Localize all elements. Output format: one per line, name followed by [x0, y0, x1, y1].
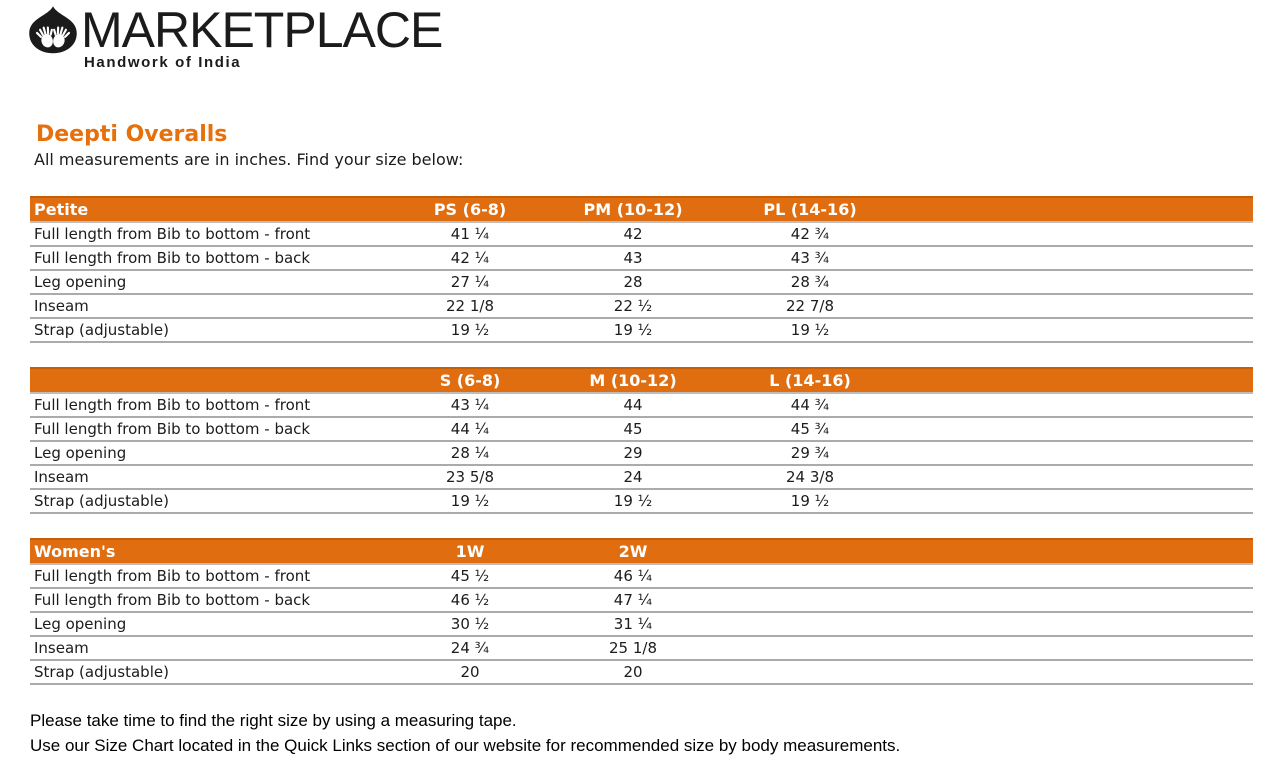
size-table-womens: [30, 538, 1253, 685]
measurement-label: Strap (adjustable): [30, 660, 380, 684]
size-value: 47 ¼: [560, 588, 706, 612]
size-value: 28 ¾: [706, 270, 914, 294]
size-value: 42 ¾: [706, 222, 914, 246]
size-value: 42 ¼: [380, 246, 560, 270]
table-row: [30, 636, 1253, 660]
size-value: 43: [560, 246, 706, 270]
size-column-header: 1W: [380, 539, 560, 564]
table-row: [30, 222, 1253, 246]
table-row: [30, 417, 1253, 441]
size-value: 44 ¼: [380, 417, 560, 441]
row-filler: [914, 246, 1253, 270]
row-filler: [914, 318, 1253, 342]
size-value: 19 ½: [706, 318, 914, 342]
size-column-header: PL (14-16): [706, 197, 914, 222]
size-table-petite: [30, 196, 1253, 343]
size-value: 24: [560, 465, 706, 489]
size-value: [706, 660, 914, 684]
table-row: [30, 612, 1253, 636]
measurement-label: Full length from Bib to bottom - back: [30, 417, 380, 441]
size-value: 29: [560, 441, 706, 465]
header-filler: [914, 197, 1253, 222]
row-filler: [914, 564, 1253, 588]
brand-tagline: Handwork of India: [84, 54, 242, 71]
measurement-label: Inseam: [30, 636, 380, 660]
row-filler: [914, 294, 1253, 318]
size-value: 45: [560, 417, 706, 441]
measurement-label: Full length from Bib to bottom - front: [30, 564, 380, 588]
row-filler: [914, 222, 1253, 246]
size-value: 22 7/8: [706, 294, 914, 318]
size-value: 19 ½: [560, 489, 706, 513]
row-filler: [914, 441, 1253, 465]
size-value: 24 ¾: [380, 636, 560, 660]
table-group-title: [30, 368, 380, 393]
size-value: 19 ½: [380, 489, 560, 513]
size-column-header: [706, 539, 914, 564]
table-row: [30, 294, 1253, 318]
measurement-label: Full length from Bib to bottom - back: [30, 246, 380, 270]
size-value: 43 ¾: [706, 246, 914, 270]
table-header-row: [30, 197, 1253, 222]
size-value: 20: [560, 660, 706, 684]
size-value: 23 5/8: [380, 465, 560, 489]
size-value: 19 ½: [706, 489, 914, 513]
measurement-label: Inseam: [30, 465, 380, 489]
size-value: 45 ¾: [706, 417, 914, 441]
table-header-row: [30, 368, 1253, 393]
size-value: 22 ½: [560, 294, 706, 318]
row-filler: [914, 489, 1253, 513]
size-value: 42: [560, 222, 706, 246]
header-filler: [914, 539, 1253, 564]
size-value: [706, 588, 914, 612]
size-chart-content: [0, 122, 1280, 757]
size-value: 44 ¾: [706, 393, 914, 417]
row-filler: [914, 588, 1253, 612]
row-filler: [914, 636, 1253, 660]
measurement-label: Full length from Bib to bottom - back: [30, 588, 380, 612]
logo[interactable]: [0, 0, 1280, 72]
size-value: 29 ¾: [706, 441, 914, 465]
size-value: 20: [380, 660, 560, 684]
size-value: 43 ¼: [380, 393, 560, 417]
size-value: 25 1/8: [560, 636, 706, 660]
size-value: [706, 636, 914, 660]
size-value: 22 1/8: [380, 294, 560, 318]
size-column-header: PS (6-8): [380, 197, 560, 222]
measurement-label: Leg opening: [30, 441, 380, 465]
measurement-label: Full length from Bib to bottom - front: [30, 222, 380, 246]
measurement-label: Full length from Bib to bottom - front: [30, 393, 380, 417]
size-value: 19 ½: [380, 318, 560, 342]
size-value: [706, 612, 914, 636]
size-column-header: M (10-12): [560, 368, 706, 393]
size-column-header: L (14-16): [706, 368, 914, 393]
size-value: 45 ½: [380, 564, 560, 588]
table-row: [30, 318, 1253, 342]
row-filler: [914, 393, 1253, 417]
logo-text: [81, 4, 442, 71]
row-filler: [914, 417, 1253, 441]
table-group-title: Women's: [30, 539, 380, 564]
table-row: [30, 441, 1253, 465]
size-value: 46 ½: [380, 588, 560, 612]
sizing-note: Please take time to find the right size by using a measuring tape.: [30, 711, 517, 730]
table-group-title: Petite: [30, 197, 380, 222]
table-row: [30, 564, 1253, 588]
table-row: [30, 588, 1253, 612]
size-column-header: S (6-8): [380, 368, 560, 393]
table-row: [30, 270, 1253, 294]
marketplace-leaf-hands-icon: [26, 4, 80, 56]
table-row: [30, 246, 1253, 270]
size-table-misses: [30, 367, 1253, 514]
size-value: 27 ¼: [380, 270, 560, 294]
row-filler: [914, 660, 1253, 684]
size-value: 28: [560, 270, 706, 294]
size-value: 46 ¼: [560, 564, 706, 588]
size-column-header: 2W: [560, 539, 706, 564]
row-filler: [914, 465, 1253, 489]
measurement-label: Leg opening: [30, 270, 380, 294]
size-value: 28 ¼: [380, 441, 560, 465]
size-value: 41 ¼: [380, 222, 560, 246]
size-value: [706, 564, 914, 588]
size-value: 19 ½: [560, 318, 706, 342]
measurement-label: Inseam: [30, 294, 380, 318]
footer-notes: [30, 709, 1280, 757]
header-filler: [914, 368, 1253, 393]
brand-name: MARKETPLACE: [81, 2, 443, 58]
row-filler: [914, 612, 1253, 636]
size-value: 44: [560, 393, 706, 417]
table-row: [30, 393, 1253, 417]
size-value: 31 ¼: [560, 612, 706, 636]
measurement-label: Strap (adjustable): [30, 489, 380, 513]
intro-text: All measurements are in inches. Find your size below:: [34, 150, 464, 169]
row-filler: [914, 270, 1253, 294]
measurement-label: Strap (adjustable): [30, 318, 380, 342]
page-title: Deepti Overalls: [36, 122, 228, 147]
table-row: [30, 660, 1253, 684]
table-row: [30, 489, 1253, 513]
size-value: 24 3/8: [706, 465, 914, 489]
size-value: 30 ½: [380, 612, 560, 636]
size-column-header: PM (10-12): [560, 197, 706, 222]
table-header-row: [30, 539, 1253, 564]
measurement-label: Leg opening: [30, 612, 380, 636]
size-chart-note: Use our Size Chart located in the Quick Links section of our website for recommended size by body measurements.: [30, 736, 901, 755]
table-row: [30, 465, 1253, 489]
